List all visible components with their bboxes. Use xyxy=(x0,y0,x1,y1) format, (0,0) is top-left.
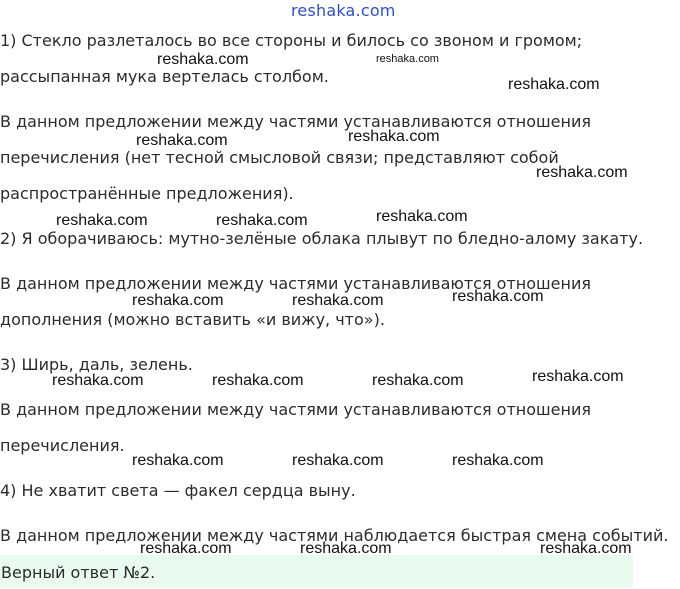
text-line-13: В данном предложении между частями наблюдается быстрая смена событий. xyxy=(0,526,669,545)
watermark: reshaka.com xyxy=(536,164,628,181)
watermark: reshaka.com xyxy=(56,212,148,229)
text-line-1: 1) Стекло разлеталось во все стороны и билось со звоном и громом; xyxy=(0,31,583,50)
text-line-10: В данном предложении между частями устанавливаются отношения xyxy=(0,400,592,419)
header-watermark: reshaka.com xyxy=(291,1,396,20)
watermark: reshaka.com xyxy=(216,212,308,229)
watermark: reshaka.com xyxy=(136,132,228,149)
watermark: reshaka.com xyxy=(532,368,624,385)
watermark: reshaka.com xyxy=(132,452,224,469)
watermark: reshaka.com xyxy=(540,540,632,557)
watermark: reshaka.com xyxy=(376,53,439,65)
text-line-12: 4) Не хватит света — факел сердца выну. xyxy=(0,481,356,500)
text-line-4: перечисления (нет тесной смысловой связи; представляют собой xyxy=(0,148,559,167)
text-line-3: В данном предложении между частями устанавливаются отношения xyxy=(0,112,592,131)
watermark: reshaka.com xyxy=(140,540,232,557)
text-line-7: В данном предложении между частями устанавливаются отношения xyxy=(0,274,592,293)
watermark: reshaka.com xyxy=(52,372,144,389)
text-line-8: дополнения (можно вставить «и вижу, что»). xyxy=(0,310,385,329)
text-line-11: перечисления. xyxy=(0,436,125,455)
watermark: reshaka.com xyxy=(300,540,392,557)
watermark: reshaka.com xyxy=(292,452,384,469)
watermark: reshaka.com xyxy=(132,292,224,309)
watermark: reshaka.com xyxy=(348,128,440,145)
watermark: reshaka.com xyxy=(452,288,544,305)
text-line-6: 2) Я оборачиваюсь: мутно-зелёные облака плывут по бледно-алому закату. xyxy=(0,229,644,248)
answer-text: Верный ответ №2. xyxy=(1,563,156,582)
watermark: reshaka.com xyxy=(376,208,468,225)
watermark: reshaka.com xyxy=(157,51,249,68)
text-line-9: 3) Ширь, даль, зелень. xyxy=(0,355,193,374)
watermark: reshaka.com xyxy=(212,372,304,389)
watermark: reshaka.com xyxy=(452,452,544,469)
text-line-5: распространённые предложения). xyxy=(0,184,294,203)
watermark: reshaka.com xyxy=(508,76,600,93)
watermark: reshaka.com xyxy=(292,292,384,309)
watermark: reshaka.com xyxy=(372,372,464,389)
text-line-2: рассыпанная мука вертелась столбом. xyxy=(0,67,329,86)
